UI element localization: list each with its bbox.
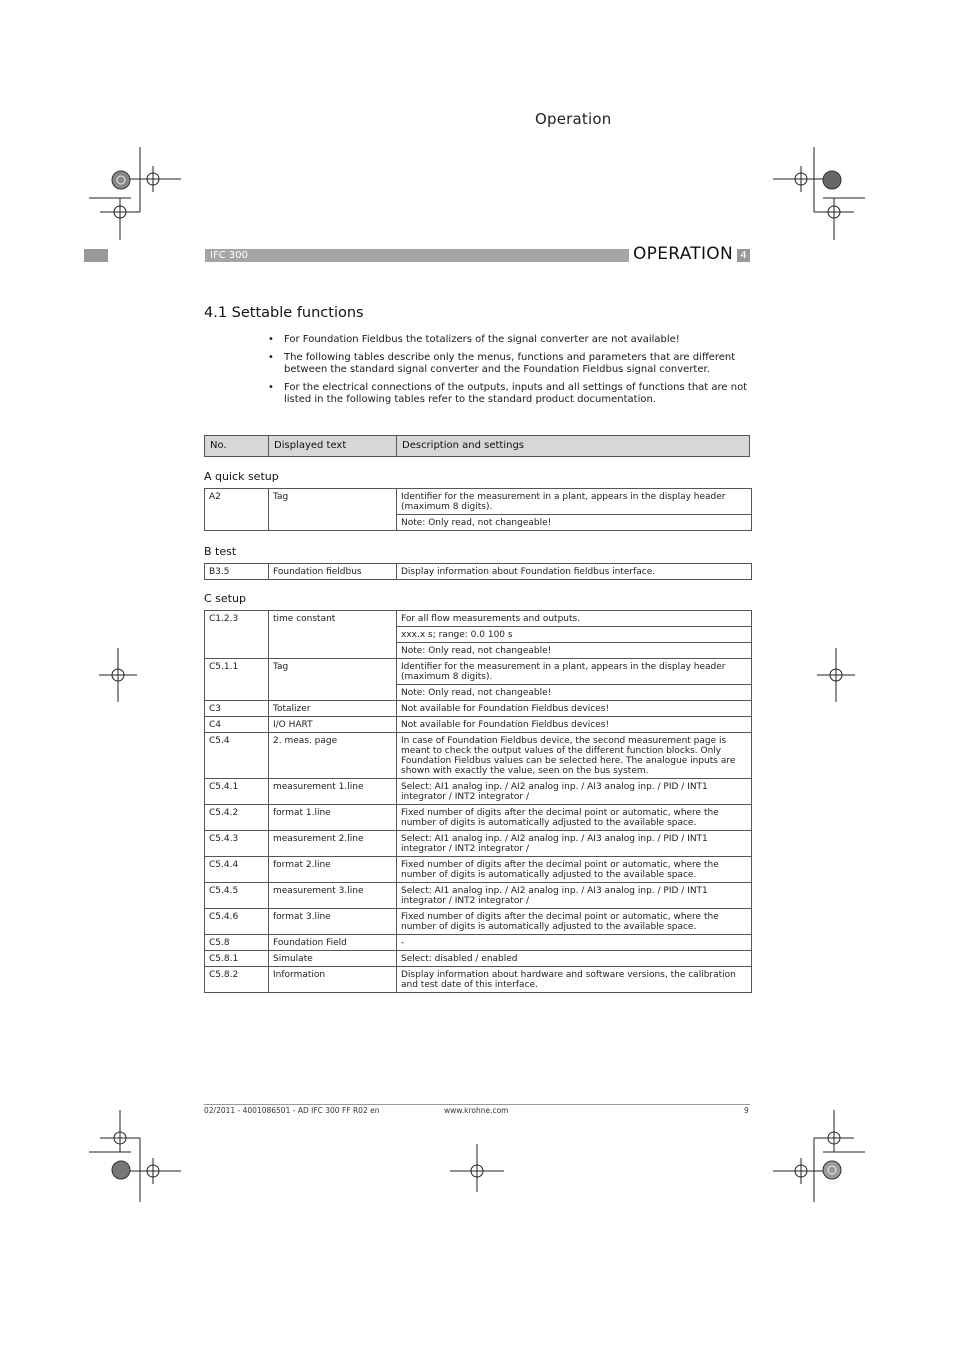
cell-function-number: C5.4 <box>205 733 269 779</box>
header-chapter: OPERATION <box>633 244 734 264</box>
cell-description: Identifier for the measurement in a plant, appears in the display header (maximum 8 digits). <box>397 659 752 685</box>
table-header-displayed-text: Displayed text <box>269 436 397 456</box>
table-quick-setup <box>204 488 752 531</box>
table-header-no: No. <box>205 436 269 456</box>
group-label-test: B test <box>204 545 237 558</box>
table-row <box>205 935 752 951</box>
cell-function-number: C5.1.1 <box>205 659 269 701</box>
table-row <box>205 779 752 805</box>
table-row <box>205 733 752 779</box>
cell-function-number: C5.8.1 <box>205 951 269 967</box>
cell-function-number: C4 <box>205 717 269 733</box>
table-row <box>205 489 752 515</box>
cell-description: Not available for Foundation Fieldbus devices! <box>397 717 752 733</box>
table-row <box>205 883 752 909</box>
cell-displayed-text: 2. meas. page <box>269 733 397 779</box>
cell-description: Select: AI1 analog inp. / AI2 analog inp. / AI3 analog inp. / PID / INT1 integrator / INT2 integrator / <box>397 831 752 857</box>
cell-displayed-text: Totalizer <box>269 701 397 717</box>
cell-description: Fixed number of digits after the decimal point or automatic, where the number of digits is automatically adjusted to the available space. <box>397 909 752 935</box>
bullet-item: • For Foundation Fieldbus the totalizers of the signal converter are not available! <box>284 334 754 347</box>
bullet-item: • The following tables describe only the menus, functions and parameters that are different between the standard signal converter and the Foundation Fieldbus signal converter. <box>284 352 754 377</box>
table-row <box>205 951 752 967</box>
cell-description: Fixed number of digits after the decimal point or automatic, where the number of digits is automatically adjusted to the available space. <box>397 805 752 831</box>
table-setup <box>204 610 752 993</box>
table-row <box>205 805 752 831</box>
table-header-description: Description and settings <box>402 440 525 451</box>
footer-page-number: 9 <box>744 1106 749 1115</box>
group-label-setup: C setup <box>204 592 246 605</box>
cell-displayed-text: measurement 3.line <box>269 883 397 909</box>
table-header <box>204 435 750 457</box>
cell-displayed-text: measurement 1.line <box>269 779 397 805</box>
cell-description: Select: AI1 analog inp. / AI2 analog inp. / AI3 analog inp. / PID / INT1 integrator / INT2 integrator / <box>397 883 752 909</box>
footer-doc-id: 02/2011 - 4001086501 - AD IFC 300 FF R02 en <box>204 1106 380 1115</box>
cell-function-number: C5.4.3 <box>205 831 269 857</box>
cell-description: Not available for Foundation Fieldbus devices! <box>397 701 752 717</box>
cell-displayed-text: Tag <box>269 489 397 531</box>
running-header: Operation <box>535 110 612 128</box>
cell-description: Fixed number of digits after the decimal point or automatic, where the number of digits is automatically adjusted to the available space. <box>397 857 752 883</box>
cell-displayed-text: format 3.line <box>269 909 397 935</box>
table-row <box>205 857 752 883</box>
table-row <box>205 967 752 993</box>
cell-description: Note: Only read, not changeable! <box>397 643 752 659</box>
table-row <box>205 659 752 685</box>
group-label-quick-setup: A quick setup <box>204 470 279 483</box>
cell-description: Select: AI1 analog inp. / AI2 analog inp. / AI3 analog inp. / PID / INT1 integrator / INT2 integrator / <box>397 779 752 805</box>
table-row <box>205 717 752 733</box>
table-row <box>205 611 752 627</box>
cell-function-number: C1.2.3 <box>205 611 269 659</box>
cell-description: In case of Foundation Fieldbus device, the second measurement page is meant to check the output values of the different function blocks. Only Foundation Fieldbus values can be selected here. The analogue inputs are shown with exactly the value, seen on the bus system. <box>397 733 752 779</box>
cell-displayed-text: Simulate <box>269 951 397 967</box>
table-row <box>205 701 752 717</box>
cell-function-number: C5.8.2 <box>205 967 269 993</box>
header-left-block <box>84 249 108 262</box>
header-product: IFC 300 <box>210 250 248 261</box>
cell-description: Display information about Foundation fieldbus interface. <box>397 564 752 580</box>
cell-displayed-text: Foundation Field <box>269 935 397 951</box>
bullet-item: • For the electrical connections of the outputs, inputs and all settings of functions that are not listed in the following tables refer to the standard product documentation. <box>284 382 754 407</box>
header-bar <box>205 249 629 262</box>
cell-function-number: B3.5 <box>205 564 269 580</box>
cell-description: Display information about hardware and software versions, the calibration and test date of this interface. <box>397 967 752 993</box>
cell-function-number: C5.4.2 <box>205 805 269 831</box>
cell-function-number: C5.8 <box>205 935 269 951</box>
cell-description: - <box>397 935 752 951</box>
cell-displayed-text: Tag <box>269 659 397 701</box>
cell-function-number: A2 <box>205 489 269 531</box>
section-title: 4.1 Settable functions <box>204 305 364 321</box>
cell-function-number: C5.4.5 <box>205 883 269 909</box>
cell-description: Note: Only read, not changeable! <box>397 685 752 701</box>
cell-displayed-text: format 1.line <box>269 805 397 831</box>
cell-displayed-text: Information <box>269 967 397 993</box>
footer-rule <box>204 1104 750 1105</box>
cell-displayed-text: Foundation fieldbus <box>269 564 397 580</box>
footer-website: www.krohne.com <box>444 1106 509 1115</box>
table-row <box>205 831 752 857</box>
cell-function-number: C5.4.1 <box>205 779 269 805</box>
cell-function-number: C5.4.6 <box>205 909 269 935</box>
table-row <box>205 564 752 580</box>
cell-description: Select: disabled / enabled <box>397 951 752 967</box>
cell-displayed-text: format 2.line <box>269 857 397 883</box>
table-row <box>205 909 752 935</box>
cell-function-number: C3 <box>205 701 269 717</box>
cell-function-number: C5.4.4 <box>205 857 269 883</box>
cell-description: Note: Only read, not changeable! <box>397 515 752 531</box>
cell-description: Identifier for the measurement in a plant, appears in the display header (maximum 8 digits). <box>397 489 752 515</box>
bullet-list <box>284 334 754 412</box>
header-chapter-number: 4 <box>737 249 750 262</box>
cell-displayed-text: I/O HART <box>269 717 397 733</box>
cell-displayed-text: time constant <box>269 611 397 659</box>
cell-displayed-text: measurement 2.line <box>269 831 397 857</box>
table-test <box>204 563 752 580</box>
cell-description: For all flow measurements and outputs. <box>397 611 752 627</box>
cell-description: xxx.x s; range: 0.0 100 s <box>397 627 752 643</box>
